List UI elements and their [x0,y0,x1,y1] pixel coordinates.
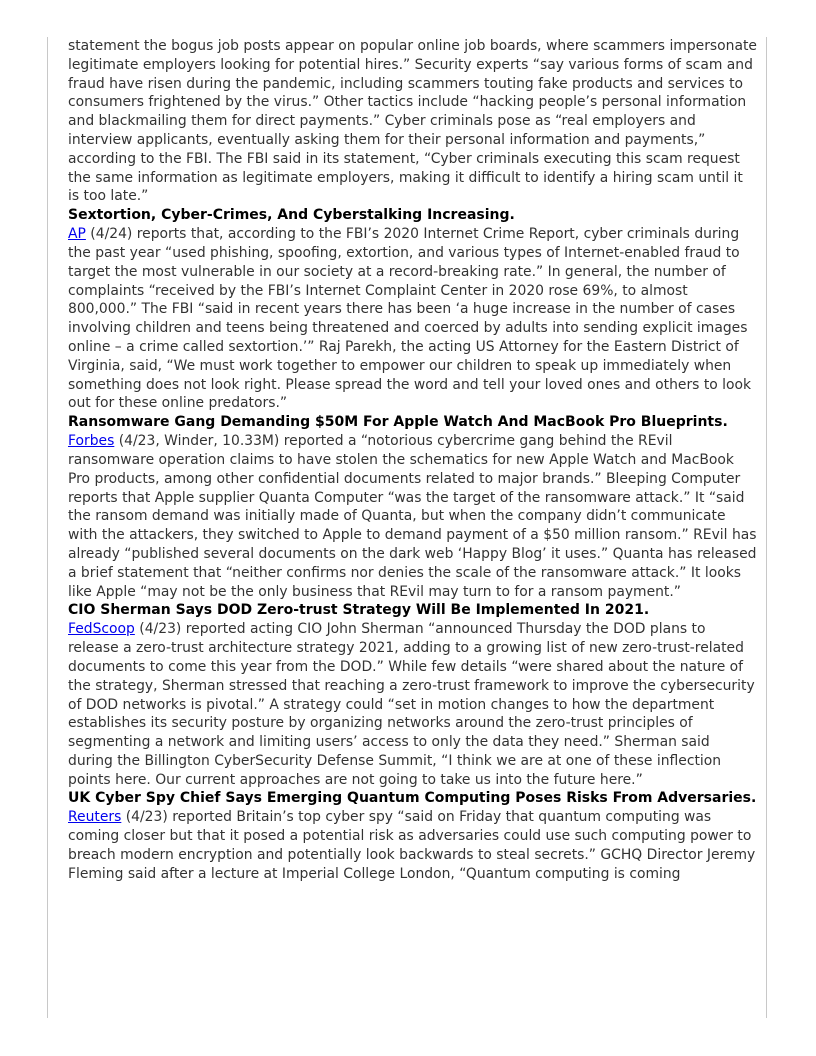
article-text: (4/23) reported Britain’s top cyber spy “said on Friday that quantum computing was coming closer but that it posed a potential risk as adversaries could use such computing power to breach modern encryption and potentially look backwards to steal secrets.” GCHQ Director Jeremy Fleming said after a lecture at Imperial College London, “Quantum computing is coming [68,809,756,882]
article-headline: Sextortion, Cyber-Crimes, And Cyberstalking Increasing. [68,207,515,224]
intro-paragraph: statement the bogus job posts appear on popular online job boards, where scammers impersonate legitimate employers looking for potential hires.” Security experts “say various forms of scam and fraud have risen during the pandemic, including scammers touting fake products and services to consumers frightened by the virus.” Other tactics include “hacking people’s personal information and blackmailing them for direct payments.” Cyber criminals pose as “real employers and interview applicants, eventually asking them for their personal information and payments,” according to the FBI. The FBI said in its statement, “Cyber criminals executing this scam request the same information as legitimate employers, making it difficult to identify a hiring scam until it is too late.” [68,38,757,205]
article-body [68,432,758,601]
article-body [68,225,758,413]
source-link-forbes[interactable]: Forbes [68,433,115,450]
article-headline: UK Cyber Spy Chief Says Emerging Quantum Computing Poses Risks From Adversaries. [68,790,757,807]
article-body [68,808,758,883]
source-link-fedscoop[interactable]: FedScoop [68,621,135,638]
article-headline: CIO Sherman Says DOD Zero-trust Strategy Will Be Implemented In 2021. [68,602,650,619]
article-text: (4/24) reports that, according to the FBI’s 2020 Internet Crime Report, cyber criminals during the past year “used phishing, spoofing, extortion, and various types of Internet-enabled fraud to target the most vulnerable in our society at a record-breaking rate.” In general, the number of complaints “received by the FBI’s Internet Complaint Center in 2020 rose 69%, to almost 800,000.” The FBI “said in recent years there has been ‘a huge increase in the number of cases involving children and teens being threatened and coerced by adults into sending explicit images online – a crime called sextortion.’” Raj Parekh, the acting US Attorney for the Eastern District of Virginia, said, “We must work together to empower our children to speak up immediately when something does not look right. Please spread the word and tell your loved ones and others to look out for these online predators.” [68,226,752,412]
article-sextortion [68,206,758,413]
source-link-reuters[interactable]: Reuters [68,809,122,826]
newsletter-content [68,37,758,884]
article-text: (4/23) reported acting CIO John Sherman “announced Thursday the DOD plans to release a zero-trust architecture strategy 2021, adding to a growing list of new zero-trust-related documents to come this year from the DOD.” While few details “were shared about the nature of the strategy, Sherman stressed that reaching a zero-trust framework to improve the cybersecurity of DOD networks is pivotal.” A strategy could “set in motion changes to how the department establishes its security posture by organizing networks around the zero-trust principles of segmenting a network and limiting users’ access to only the data they need.” Sherman said during the Billington CyberSecurity Defense Summit, “I think we are at one of these inflection points here. Our current approaches are not going to take us into the future here.” [68,621,755,788]
article-zero-trust [68,601,758,789]
article-ransomware [68,413,758,601]
source-link-ap[interactable]: AP [68,226,86,243]
article-body [68,620,758,789]
article-text: (4/23, Winder, 10.33M) reported a “notorious cybercrime gang behind the REvil ransomware operation claims to have stolen the schematics for new Apple Watch and MacBook Pro products, among other confidential documents related to major brands.” Bleeping Computer reports that Apple supplier Quanta Computer “was the target of the ransomware attack.” It “said the ransom demand was initially made of Quanta, but when the company didn’t communicate with the attackers, they switched to Apple to demand payment of a $50 million ransom.” REvil has already “published several documents on the dark web ‘Happy Blog’ it uses.” Quanta has released a brief statement that “neither confirms nor denies the scale of the ransomware attack.” It looks like Apple “may not be the only business that REvil may turn to for a ransom payment.” [68,433,757,600]
article-headline: Ransomware Gang Demanding $50M For Apple Watch And MacBook Pro Blueprints. [68,414,728,431]
article-quantum [68,789,758,883]
